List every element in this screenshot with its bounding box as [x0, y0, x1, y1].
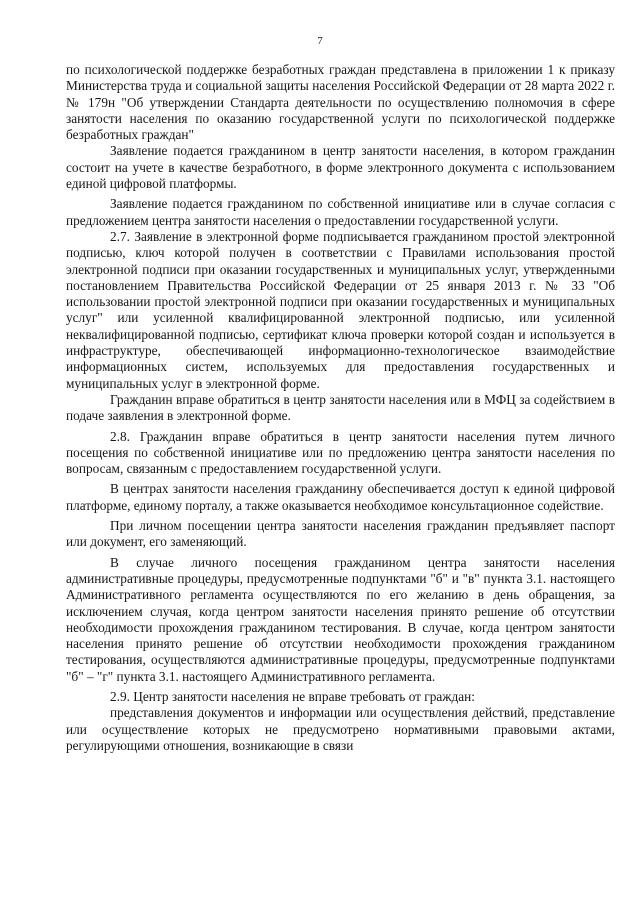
paragraph-continuation: по психологической поддержке безработных граждан представлена в приложении 1 к приказу Министерства труда и социальной защиты населения Российской Федерации от 28 марта 2022 г. № 179н "Об утверждении Стандарта деятельности по осуществлению полномочия в сфере занятости населения по оказанию государственной услуги по психологической поддержке безработных граждан" — [66, 62, 615, 143]
paragraph-application-initiative: Заявление подается гражданином по собственной инициативе или в случае согласия с предложением центра занятости населения о предоставлении государственной услуги. — [66, 196, 615, 228]
document-body — [66, 62, 615, 754]
paragraph-passport: При личном посещении центра занятости населения гражданин предъявляет паспорт или документ, его заменяющий. — [66, 518, 615, 550]
paragraph-mfc-assistance: Гражданин вправе обратиться в центр занятости населения или в МФЦ за содействием в подаче заявления в электронной форме. — [66, 391, 615, 424]
paragraph-personal-visit: В случае личного посещения гражданином центра занятости населения административные процедуры, предусмотренные подпунктами "б" и "в" пункта 3.1. настоящего Административного регламента осуществляются по его желанию в день обращения, за исключением случая, когда центром занятости населения принято решение об отсутствии необходимости прохождения гражданином тестирования. В случае, когда центром занятости населения принято решение об отсутствии необходимости прохождения гражданином тестирования, осуществляются административные процедуры, предусмотренные подпунктами "б" – "г" пункта 3.1. настоящего Административного регламента. — [66, 554, 615, 684]
paragraph-2-7: 2.7. Заявление в электронной форме подписывается гражданином простой электронной подписью, ключ которой получен в соответствии с Правилами использования простой электронной подписи при оказании государственных и муниципальных услуг, утвержденными постановлением Правительства Российской Федерации от 25 января 2013 г. № 33 "Об использовании простой электронной подписи при оказании государственных и муниципальных услуг" или усиленной квалифицированной электронной подписью, или усиленной неквалифицированной подписью, сертификат ключа проверки которой создан и используется в инфраструктуре, обеспечивающей информационно-технологическое взаимодействие информационных систем, используемых для предоставления государственных и муниципальных услуг в электронной форме. — [66, 228, 615, 391]
paragraph-access-platform: В центрах занятости населения гражданину обеспечивается доступ к единой цифровой платформе, единому порталу, а также оказывается необходимое консультационное содействие. — [66, 481, 615, 513]
paragraph-2-8: 2.8. Гражданин вправе обратиться в центр занятости населения путем личного посещения по собственной инициативе или по предложению центра занятости населения по вопросам, связанным с предоставлением государственной услуги. — [66, 428, 615, 477]
page-number: 7 — [317, 35, 323, 47]
paragraph-2-9: 2.9. Центр занятости населения не вправе требовать от граждан: — [110, 688, 475, 704]
paragraph-application-submission: Заявление подается гражданином в центр занятости населения, в котором гражданин состоит на учете в качестве безработного, в форме электронного документа с использованием единой цифровой платформы. — [66, 143, 615, 192]
paragraph-requirements: представления документов и информации или осуществления действий, представление или осуществление которых не предусмотрено нормативными правовыми актами, регулирующими отношения, возникающие в связи — [66, 705, 615, 753]
